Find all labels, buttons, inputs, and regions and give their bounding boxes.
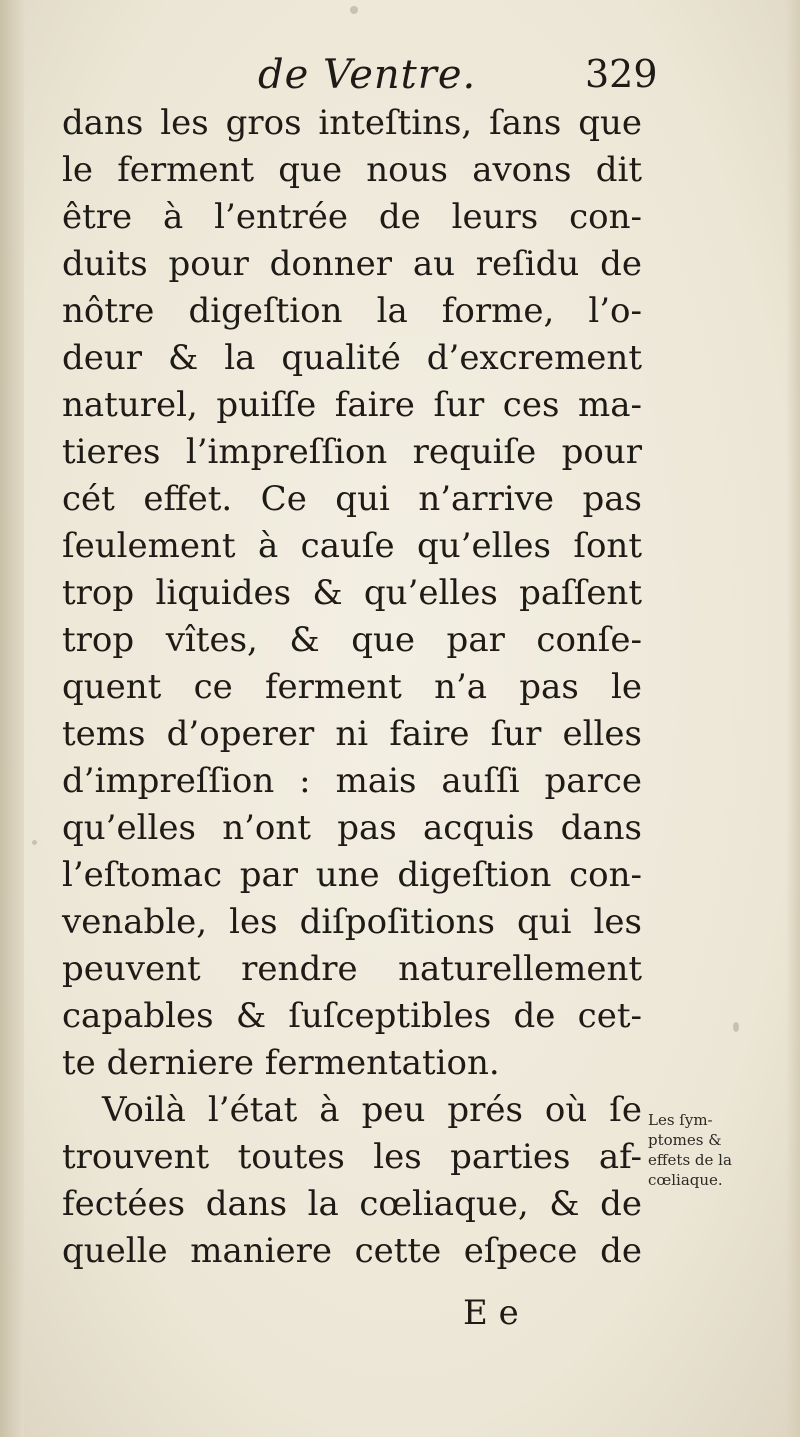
text-line: fectées dans la cœliaque, & de — [62, 1184, 642, 1224]
text-line: deur & la qualité d’excrement — [62, 338, 642, 378]
text-line: venable, les diſpoſitions qui les — [62, 902, 642, 942]
page-number: 329 — [585, 52, 658, 96]
paper-spot — [733, 1022, 739, 1032]
text-line: quelle maniere cette eſpece de — [62, 1231, 642, 1271]
text-line: tems d’operer ni faire ſur elles — [62, 714, 642, 754]
text-line: être à l’entrée de leurs con- — [62, 197, 642, 237]
text-line: le ferment que nous avons dit — [62, 150, 642, 190]
text-line: cét effet. Ce qui n’arrive pas — [62, 479, 642, 519]
margin-note — [648, 1110, 768, 1190]
page-edge-shadow — [786, 0, 800, 1437]
text-line: d’impreſſion : mais auſſi parce — [62, 761, 642, 801]
text-line: l’eſtomac par une digeſtion con- — [62, 855, 642, 895]
text-line: dans les gros inteſtins, ſans que — [62, 103, 642, 143]
signature-mark: E e — [463, 1293, 519, 1333]
running-head: de Ventre. — [258, 52, 477, 98]
text-line: trouvent toutes les parties af- — [62, 1137, 642, 1177]
paper-spot — [32, 840, 37, 845]
text-line: nôtre digeſtion la forme, l’o- — [62, 291, 642, 331]
text-line: trop liquides & qu’elles paſſent — [62, 573, 642, 613]
text-line: peuvent rendre naturellement — [62, 949, 642, 989]
text-line: ſeulement à cauſe qu’elles ſont — [62, 526, 642, 566]
text-line: qu’elles n’ont pas acquis dans — [62, 808, 642, 848]
body-text — [62, 100, 642, 1275]
text-line: capables & ſuſceptibles de cet- — [62, 996, 642, 1036]
paper-spot — [350, 6, 358, 14]
paragraph-end-line: te derniere fermentation. — [62, 1043, 500, 1083]
margin-note-line: effets de la — [648, 1151, 732, 1169]
text-line: trop vîtes, & que par conſe- — [62, 620, 642, 660]
text-line: duits pour donner au reſidu de — [62, 244, 642, 284]
text-line: naturel, puiſſe faire ſur ces ma- — [62, 385, 642, 425]
margin-note-line: Les ſym- — [648, 1111, 713, 1129]
text-line: tieres l’impreſſion requiſe pour — [62, 432, 642, 472]
page-gutter-shadow — [0, 0, 24, 1437]
paragraph-start-line: Voilà l’état à peu prés où ſe — [102, 1090, 642, 1130]
margin-note-line: cœliaque. — [648, 1171, 723, 1189]
margin-note-line: ptomes & — [648, 1131, 722, 1149]
text-line: quent ce ferment n’a pas le — [62, 667, 642, 707]
